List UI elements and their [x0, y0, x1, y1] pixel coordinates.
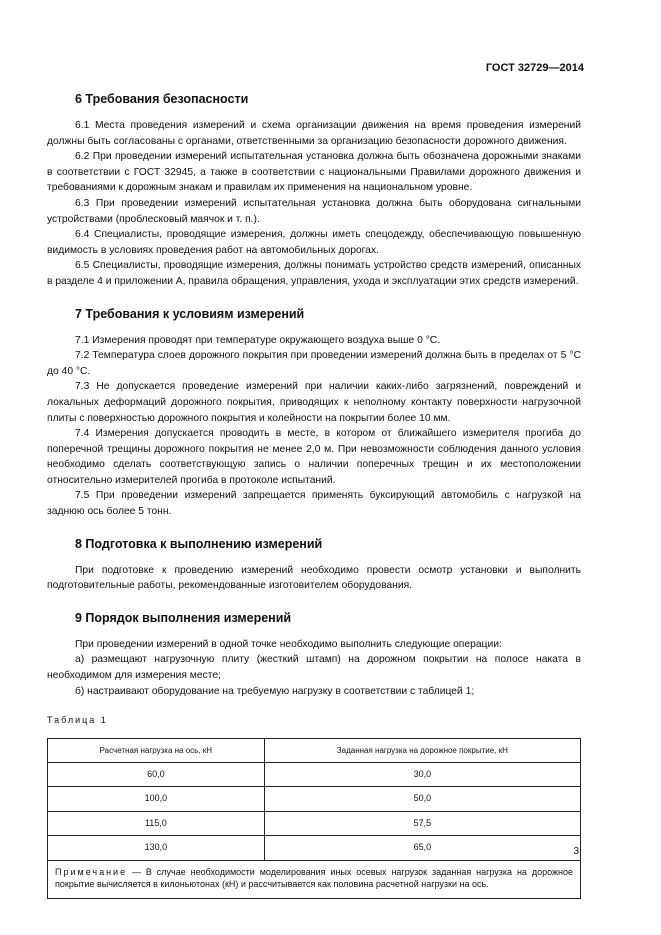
column-header: Заданная нагрузка на дорожное покрытие, кН: [264, 738, 580, 762]
table-cell: 65,0: [264, 836, 580, 861]
note-label: Примечание: [55, 866, 128, 877]
page-number: 3: [573, 846, 579, 857]
section-title: 9 Порядок выполнения измерений: [75, 610, 292, 625]
paragraph: 6.2 При проведении измерений испытательная установка должна быть обозначена дорожными знаками в соответствии с ГОСТ 32945, а также в соответствии с национальными Правилами дорожного движения и требованиями к дорожным знакам и правилам их применения на национальном уровне.: [47, 151, 581, 194]
table-note: [48, 860, 581, 898]
table-cell: 60,0: [48, 762, 265, 787]
paragraph: 6.4 Специалисты, проводящие измерения, должны иметь спецодежду, обеспечивающую повышенную видимость в условиях проведения работ на автомобильных дорогах.: [47, 229, 581, 256]
document-id: ГОСТ 32729—2014: [485, 62, 584, 74]
section-6: [47, 90, 581, 290]
column-header: Расчетная нагрузка на ось, кН: [48, 738, 265, 762]
paragraph: 6.5 Специалисты, проводящие измерения, должны понимать устройство средств измерений, описанных в разделе 4 и приложении А, правила обращения, управления, ухода и эксплуатации этих средств измерений.: [47, 260, 581, 287]
paragraph: а) размещают нагрузочную плиту (жесткий штамп) на дорожном покрытии на полосе наката в необходимом для измерения месте;: [47, 654, 581, 682]
table-row: [48, 787, 581, 812]
table-row: [48, 762, 581, 787]
paragraph: При проведении измерений в одной точке необходимо выполнить следующие операции:: [75, 638, 502, 650]
table-row: [48, 836, 581, 861]
section-8: [47, 535, 581, 594]
table-cell: 30,0: [264, 762, 580, 787]
section-title: 8 Подготовка к выполнению измерений: [75, 536, 323, 551]
page-content: [47, 90, 581, 899]
table-cell: 130,0: [48, 836, 265, 861]
table-cell: 57,5: [264, 811, 580, 836]
paragraph: При подготовке к проведению измерений необходимо провести осмотр установки и выполнить подготовительные работы, рекомендованные изготовителем оборудования.: [47, 564, 581, 592]
paragraph: б) настраивают оборудование на требуемую нагрузку в соответствии с таблицей 1;: [75, 685, 475, 697]
paragraph: 6.3 При проведении измерений испытательная установка должна быть оборудована сигнальными устройствами (проблесковый маячок и т. п.).: [47, 197, 581, 225]
table-row: [48, 811, 581, 836]
section-9: [47, 609, 581, 699]
section-7: [47, 305, 581, 520]
paragraph: 7.2 Температура слоев дорожного покрытия при проведении измерений должна быть в пределах от 5 °С до 40 °С.: [47, 350, 581, 377]
paragraph: 7.1 Измерения проводят при температуре окружающего воздуха выше 0 °С.: [75, 334, 441, 346]
table-note-row: [48, 860, 581, 898]
load-table: [47, 738, 581, 899]
section-title: 6 Требования безопасности: [75, 92, 249, 106]
paragraph: 7.4 Измерения допускается проводить в месте, в котором от ближайшего измерителя прогиба до поперечной трещины дорожного покрытия не менее 2,0 м. При невозможности соблюдения данного условия необходимо сделать соответствующую запись о наличии поперечных трещин и их местоположении относительно измерителей прогиба в протоколе испытаний.: [47, 428, 581, 486]
paragraph: 7.3 Не допускается проведение измерений при наличии каких-либо загрязнений, повреждений и локальных деформаций дорожного покрытия, приводящих к неполному контакту поверхности нагрузочной плиты с поверхностью дорожного покрытия и колейности на покрытии более 10 мм.: [47, 381, 581, 424]
table-cell: 115,0: [48, 811, 265, 836]
table-cell: 100,0: [48, 787, 265, 812]
table-caption: Таблица 1: [47, 715, 108, 726]
note-text: — В случае необходимости моделирования иных осевых нагрузок заданная нагрузка на дорожное покрытие вычисляется в килоньютонах (кН) и рассчитывается как половина расчетной нагрузки на ось.: [55, 866, 573, 889]
table-header-row: [48, 738, 581, 762]
paragraph: 6.1 Места проведения измерений и схема организации движения на время проведения измерений должны быть согласованы с органами, ответственными за организацию безопасности дорожного движения.: [47, 120, 581, 147]
table-cell: 50,0: [264, 787, 580, 812]
section-title: 7 Требования к условиям измерений: [75, 306, 305, 321]
paragraph: 7.5 При проведении измерений запрещается применять буксирующий автомобиль с нагрузкой на заднюю ось более 5 тонн.: [47, 490, 581, 518]
